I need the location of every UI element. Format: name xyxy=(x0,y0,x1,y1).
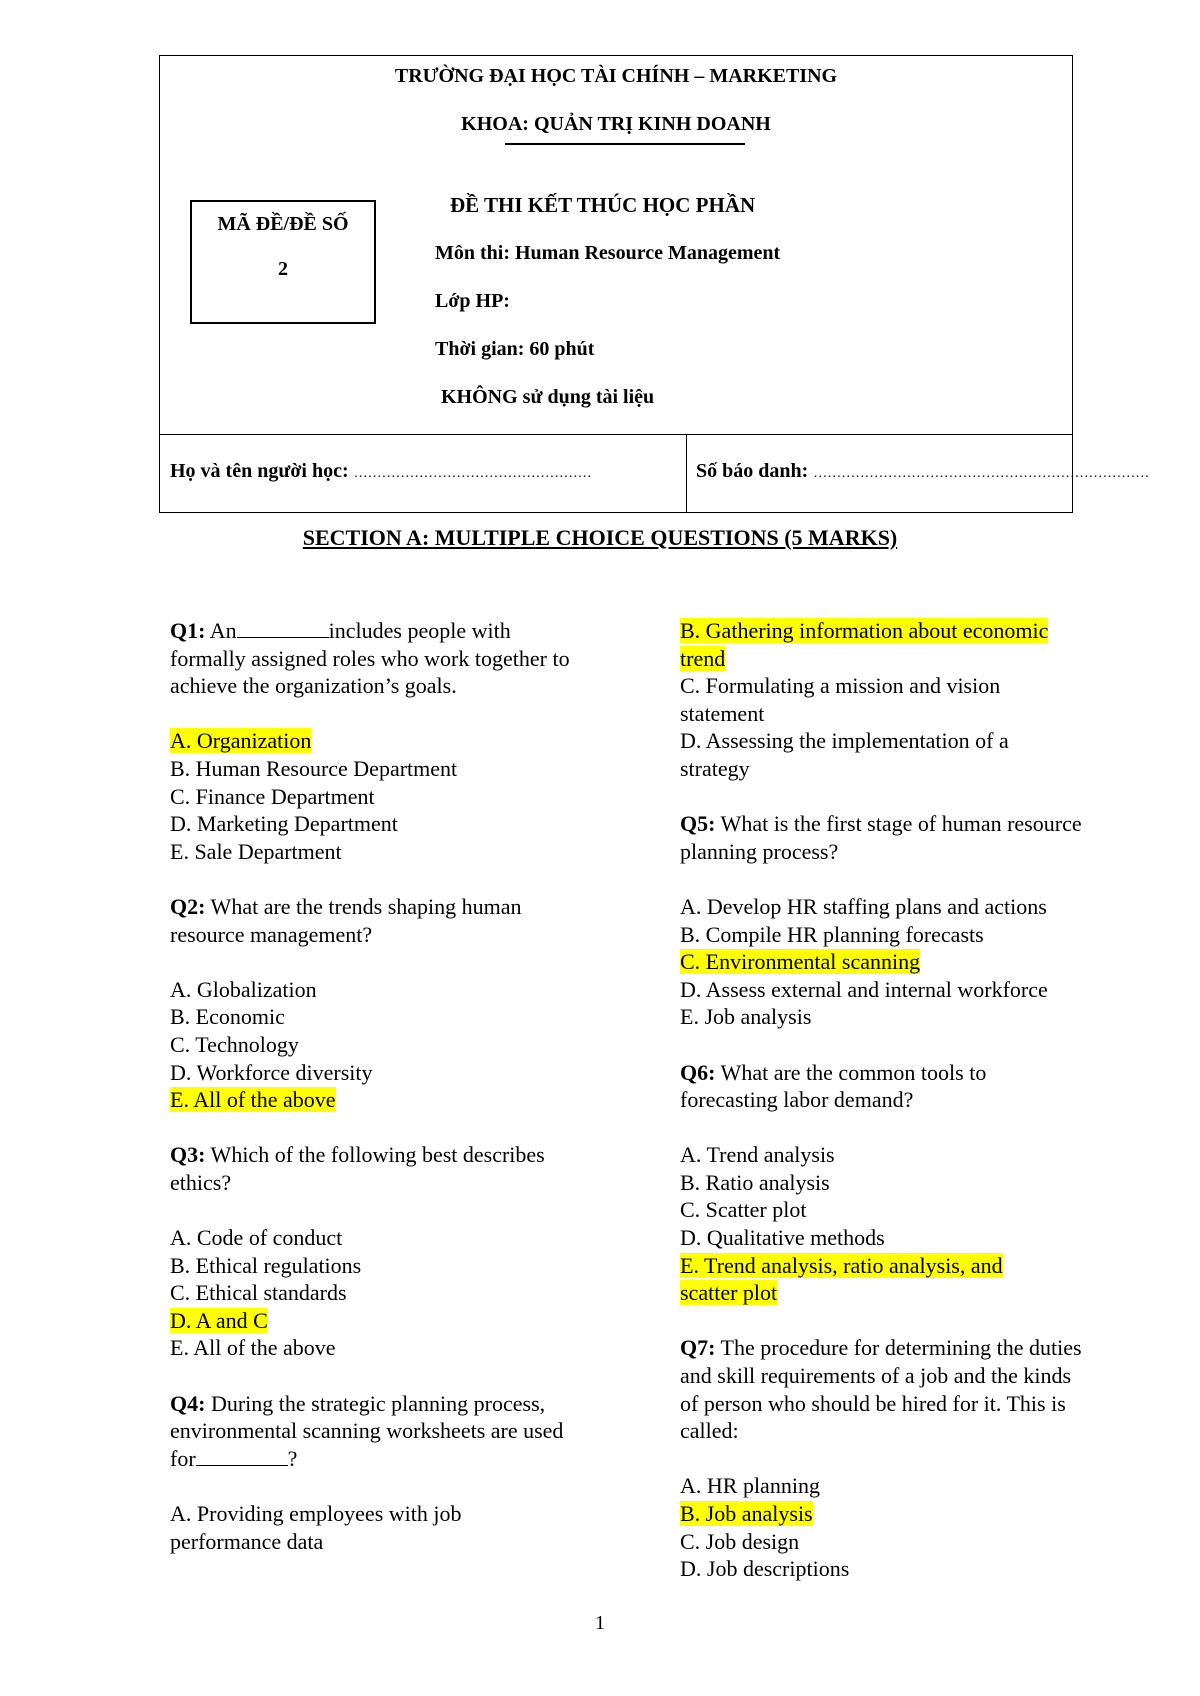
q3-option-c: C. Ethical standards xyxy=(170,1280,347,1306)
q5-option-c: C. Environmental scanning xyxy=(680,949,921,975)
right-column xyxy=(680,617,1150,1583)
student-name-label: Họ và tên người học: xyxy=(170,460,349,482)
student-id-dots: ……………………………………………………………… xyxy=(813,466,1150,481)
section-title: SECTION A: MULTIPLE CHOICE QUESTIONS (5 MARKS) xyxy=(302,525,898,550)
q5-line1 xyxy=(680,810,1150,838)
q1-line3: achieve the organization’s goals. xyxy=(170,673,457,699)
q6-option-e-line1: E. Trend analysis, ratio analysis, and xyxy=(680,1252,1003,1278)
q2-option-d: D. Workforce diversity xyxy=(170,1059,373,1085)
q7-line1 xyxy=(680,1334,1150,1362)
q6-option-a: A. Trend analysis xyxy=(680,1142,835,1168)
q4-option-d-line2: strategy xyxy=(680,755,750,781)
q1-label: Q1: xyxy=(170,618,206,643)
q7-label: Q7: xyxy=(680,1335,716,1361)
q1-option-c: C. Finance Department xyxy=(170,783,375,809)
q5-option-b: B. Compile HR planning forecasts xyxy=(680,921,984,947)
q1-blank xyxy=(237,619,329,638)
q3-line2: ethics? xyxy=(170,1169,232,1195)
q5-line2: planning process? xyxy=(680,838,839,864)
left-column xyxy=(170,617,640,1555)
q7-text: The procedure for determining the duties xyxy=(715,1335,1082,1361)
q6-option-c: C. Scatter plot xyxy=(680,1197,807,1223)
q5-text: What is the first stage of human resource xyxy=(715,811,1082,837)
q2-line1 xyxy=(170,893,640,921)
q7-line3: of person who should be hired for it. This is xyxy=(680,1390,1066,1416)
student-id-field xyxy=(696,460,1149,483)
q4-option-d-line1: D. Assessing the implementation of a xyxy=(680,728,1009,754)
exam-duration: Thời gian: 60 phút xyxy=(435,338,595,360)
q1-option-a: A. Organization xyxy=(170,728,312,754)
q1-option-b: B. Human Resource Department xyxy=(170,755,458,781)
q5-option-d: D. Assess external and internal workforce xyxy=(680,976,1048,1002)
exam-class: Lớp HP: xyxy=(435,290,510,312)
q1-line1 xyxy=(170,617,640,645)
q2-text: What are the trends shaping human xyxy=(205,893,522,919)
header-column-divider xyxy=(686,434,687,512)
q7-line2: and skill requirements of a job and the kinds xyxy=(680,1363,1072,1389)
q7-option-d: D. Job descriptions xyxy=(680,1556,850,1582)
faculty-name: KHOA: QUẢN TRỊ KINH DOANH xyxy=(461,113,771,135)
q3-text: Which of the following best describes xyxy=(205,1142,545,1168)
q4-line2: environmental scanning worksheets are used xyxy=(170,1418,564,1444)
q3-line1 xyxy=(170,1141,640,1169)
q3-option-e: E. All of the above xyxy=(170,1335,336,1361)
q4-option-a-line1: A. Providing employees with job xyxy=(170,1501,462,1526)
q1-option-e: E. Sale Department xyxy=(170,838,342,864)
q1-option-d: D. Marketing Department xyxy=(170,811,398,837)
q3-option-b: B. Ethical regulations xyxy=(170,1252,362,1278)
exam-code-value: 2 xyxy=(278,258,288,280)
exam-title: ĐỀ THI KẾT THÚC HỌC PHẦN xyxy=(450,193,756,217)
q2-line2: resource management? xyxy=(170,921,373,947)
q5-label: Q5: xyxy=(680,811,716,837)
header-divider xyxy=(160,434,1072,435)
page-number: 1 xyxy=(595,1612,605,1634)
q4-text-after: ? xyxy=(287,1445,298,1471)
q3-option-d: D. A and C xyxy=(170,1307,268,1333)
q6-option-b: B. Ratio analysis xyxy=(680,1169,830,1195)
student-name-dots: …………………………………………… xyxy=(353,466,592,481)
q2-label: Q2: xyxy=(170,893,206,919)
q3-option-a: A. Code of conduct xyxy=(170,1225,343,1251)
q6-line2: forecasting labor demand? xyxy=(680,1087,914,1113)
q6-line1 xyxy=(680,1059,1150,1087)
q1-text-before: An xyxy=(205,618,237,643)
q7-option-b: B. Job analysis xyxy=(680,1501,813,1526)
q5-option-a: A. Develop HR staffing plans and actions xyxy=(680,893,1047,919)
faculty-underline xyxy=(505,143,745,145)
q4-blank xyxy=(196,1447,288,1466)
q4-option-a-line2: performance data xyxy=(170,1528,324,1554)
q6-label: Q6: xyxy=(680,1059,716,1085)
exam-code-box xyxy=(190,200,376,324)
q4-line3 xyxy=(170,1445,640,1473)
q4-text-before: for xyxy=(170,1445,196,1471)
q2-option-e: E. All of the above xyxy=(170,1087,336,1113)
q4-option-b-line2: trend xyxy=(680,645,726,671)
q6-text: What are the common tools to xyxy=(715,1059,987,1085)
q3-label: Q3: xyxy=(170,1142,206,1168)
q4-option-c-line2: statement xyxy=(680,700,765,726)
exam-code-label: MÃ ĐỀ/ĐỀ SỐ xyxy=(217,213,349,235)
q4-text: During the strategic planning process, xyxy=(205,1390,546,1416)
university-name: TRƯỜNG ĐẠI HỌC TÀI CHÍNH – MARKETING xyxy=(394,65,838,87)
q7-option-a: A. HR planning xyxy=(680,1473,820,1499)
q4-option-c-line1: C. Formulating a mission and vision xyxy=(680,673,1001,699)
q4-label: Q4: xyxy=(170,1390,206,1416)
q5-option-e: E. Job analysis xyxy=(680,1004,812,1030)
q7-option-c: C. Job design xyxy=(680,1528,800,1554)
q2-option-a: A. Globalization xyxy=(170,976,317,1002)
exam-subject: Môn thi: Human Resource Management xyxy=(435,242,781,264)
q6-option-e-line2: scatter plot xyxy=(680,1280,778,1306)
q6-option-d: D. Qualitative methods xyxy=(680,1225,885,1251)
q2-option-c: C. Technology xyxy=(170,1031,299,1057)
q1-line2: formally assigned roles who work together to xyxy=(170,645,570,671)
q2-option-b: B. Economic xyxy=(170,1004,285,1030)
q4-line1 xyxy=(170,1390,640,1418)
student-id-label: Số báo danh: xyxy=(696,460,809,482)
exam-materials-rule: KHÔNG sử dụng tài liệu xyxy=(441,386,655,408)
q4-option-b-line1: B. Gathering information about economic xyxy=(680,618,1049,643)
student-name-field xyxy=(170,460,592,483)
q1-text-after: includes people with xyxy=(328,618,511,643)
q7-line4: called: xyxy=(680,1418,739,1444)
